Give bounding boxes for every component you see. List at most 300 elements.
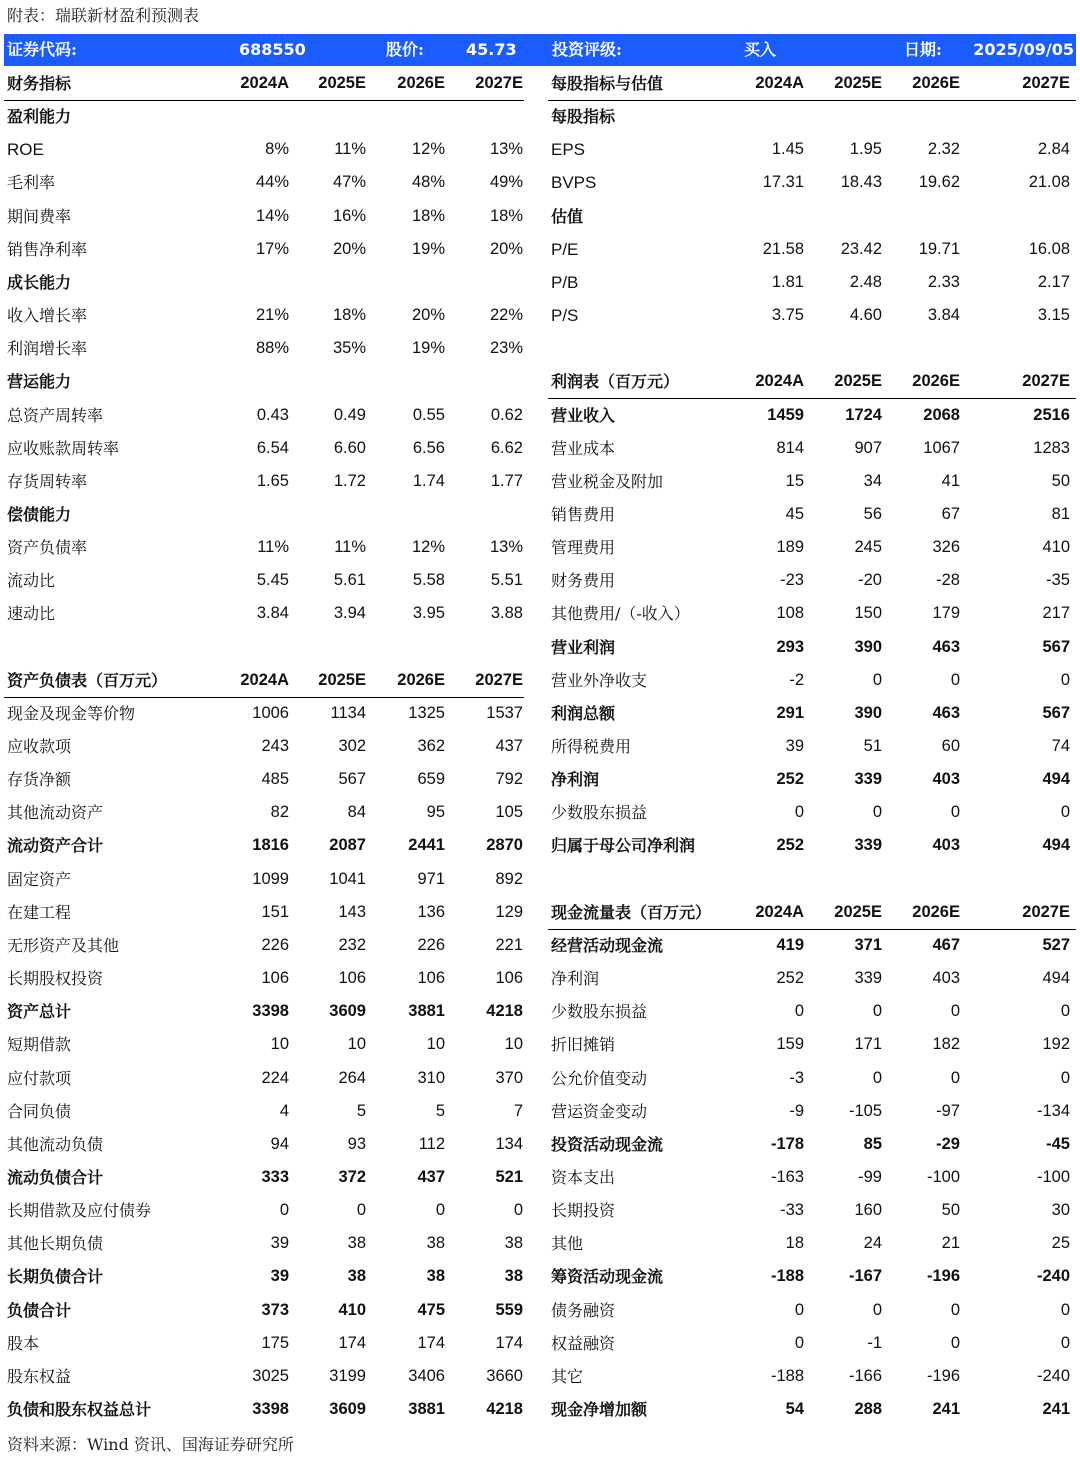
table-row — [4, 233, 524, 266]
value-cell: 6.56 — [412, 438, 445, 457]
value-cell: 907 — [854, 438, 882, 457]
value-cell: 39 — [270, 1234, 289, 1253]
value-cell: 1325 — [408, 703, 445, 722]
value-cell: 0 — [794, 1333, 804, 1352]
value-cell: 3.75 — [771, 306, 804, 325]
table-row — [548, 564, 1076, 597]
column-header-year: 2024A — [240, 74, 289, 92]
value-cell: 0 — [356, 1201, 366, 1220]
table-row — [548, 1128, 1076, 1161]
value-cell: 11% — [334, 538, 366, 557]
row-label: 资产总计 — [7, 1002, 72, 1022]
value-cell: 38 — [347, 1267, 366, 1286]
table-row — [4, 399, 524, 432]
row-label: 销售净利率 — [7, 239, 88, 259]
table-row — [4, 1028, 524, 1061]
row-label: 股东权益 — [7, 1366, 72, 1386]
column-header-year: 2027E — [475, 670, 523, 689]
table-row — [548, 1062, 1076, 1095]
value-cell: 326 — [932, 538, 960, 557]
value-cell: 19% — [411, 239, 445, 258]
value-cell: 372 — [338, 1167, 366, 1186]
table-row — [4, 1194, 524, 1227]
value-cell: 3881 — [408, 1400, 445, 1418]
column-header-year: 2027E — [1022, 74, 1070, 92]
row-label: 营运资金变动 — [551, 1101, 648, 1121]
column-header-label: 资产负债表（百万元） — [7, 670, 168, 690]
row-label: P/S — [551, 306, 579, 326]
row-label: 长期投资 — [551, 1201, 616, 1221]
table-row — [4, 465, 524, 498]
row-label: 公允价值变动 — [551, 1068, 648, 1088]
table-header-row — [548, 896, 1076, 930]
row-label: 销售费用 — [551, 504, 616, 524]
value-cell: 370 — [495, 1068, 523, 1087]
row-label: 流动比 — [7, 571, 56, 591]
value-cell: 143 — [338, 902, 366, 921]
value-cell: 371 — [854, 935, 882, 954]
table-row — [4, 332, 524, 365]
table-row — [4, 995, 524, 1028]
table-row — [548, 796, 1076, 829]
value-cell: 0 — [950, 803, 960, 822]
value-cell: -166 — [848, 1366, 882, 1385]
row-label: 归属于母公司净利润 — [551, 836, 696, 856]
value-cell: 17% — [255, 239, 289, 258]
row-label: 债务融资 — [551, 1300, 616, 1320]
value-cell: -97 — [936, 1101, 960, 1120]
table-row — [4, 1327, 524, 1360]
value-cell: -167 — [848, 1267, 882, 1286]
column-header-year: 2026E — [912, 74, 960, 92]
row-label: 估值 — [551, 206, 584, 226]
value-cell: 0 — [1060, 1333, 1070, 1352]
value-cell: 160 — [854, 1201, 882, 1220]
column-header-year: 2027E — [1022, 372, 1070, 391]
value-cell: 12% — [411, 538, 445, 557]
value-cell: -240 — [1036, 1267, 1070, 1286]
value-cell: 241 — [932, 1400, 960, 1418]
value-cell: 20% — [489, 239, 523, 258]
value-cell: 30 — [1051, 1201, 1070, 1220]
value-cell: 82 — [270, 803, 289, 822]
value-cell: 339 — [854, 770, 882, 789]
value-cell: 0 — [794, 1002, 804, 1021]
value-cell: 0 — [872, 1068, 882, 1087]
row-label: 长期股权投资 — [7, 969, 104, 989]
value-cell: -2 — [789, 670, 804, 689]
table-row — [4, 432, 524, 465]
value-cell: 494 — [1042, 836, 1070, 855]
value-cell: 3.94 — [333, 604, 366, 623]
spacer-row — [4, 631, 524, 664]
value-cell: 34 — [863, 471, 882, 490]
value-cell: 22% — [489, 306, 523, 325]
value-cell: -196 — [926, 1366, 960, 1385]
value-cell: 475 — [417, 1300, 445, 1319]
value-cell: -45 — [1046, 1134, 1070, 1153]
value-cell: 403 — [932, 770, 960, 789]
value-cell: 5.58 — [412, 571, 445, 590]
value-cell: 232 — [338, 935, 366, 954]
value-cell: 84 — [347, 803, 366, 822]
value-cell: -100 — [1036, 1167, 1070, 1186]
value-cell: 0.49 — [333, 405, 366, 424]
column-header-label: 每股指标与估值 — [551, 74, 664, 93]
row-label: 应付款项 — [7, 1068, 72, 1088]
row-label: 期间费率 — [7, 206, 72, 226]
value-cell: -35 — [1046, 571, 1070, 590]
value-cell: 0 — [1060, 803, 1070, 822]
value-cell: 0 — [794, 803, 804, 822]
value-cell: -9 — [789, 1101, 804, 1120]
row-label: 在建工程 — [7, 902, 72, 922]
value-cell: 3398 — [252, 1400, 289, 1418]
value-cell: 5 — [356, 1101, 366, 1120]
value-cell: 50 — [941, 1201, 960, 1220]
source-note: 资料来源：Wind 资讯、国海证券研究所 — [7, 1435, 294, 1454]
table-row — [548, 299, 1076, 332]
value-cell: 659 — [417, 770, 445, 789]
value-cell: 23.42 — [840, 239, 882, 258]
column-header-year: 2027E — [1022, 902, 1070, 921]
table-row — [548, 631, 1076, 664]
table-row — [4, 166, 524, 199]
value-cell: 8% — [265, 140, 289, 159]
rating-value: 买入 — [744, 40, 777, 59]
value-cell: -178 — [770, 1134, 804, 1153]
column-header-label: 现金流量表（百万元） — [551, 902, 712, 922]
stock-code-value: 688550 — [239, 40, 306, 59]
table-row — [548, 133, 1076, 166]
value-cell: 3199 — [329, 1366, 366, 1385]
value-cell: 291 — [776, 703, 804, 722]
value-cell: 264 — [338, 1068, 366, 1087]
date-value: 2025/09/05 — [973, 40, 1074, 59]
row-label: 无形资产及其他 — [7, 935, 120, 955]
page-title: 附表：瑞联新材盈利预测表 — [7, 6, 200, 25]
row-label: EPS — [551, 140, 586, 160]
value-cell: 1.77 — [490, 471, 523, 490]
value-cell: -23 — [780, 571, 804, 590]
column-header-year: 2024A — [755, 372, 804, 391]
value-cell: 0 — [872, 1300, 882, 1319]
column-header-label: 财务指标 — [7, 74, 72, 93]
value-cell: 971 — [417, 869, 445, 888]
value-cell: -99 — [858, 1167, 882, 1186]
value-cell: 302 — [338, 737, 366, 755]
row-label: 其他费用/（-收入） — [551, 604, 690, 624]
row-label: 流动负债合计 — [7, 1167, 104, 1187]
table-row — [548, 763, 1076, 796]
value-cell: 463 — [932, 637, 960, 656]
value-cell: 60 — [941, 737, 960, 755]
row-label: 营业收入 — [551, 405, 616, 425]
value-cell: 171 — [854, 1035, 882, 1054]
value-cell: 35% — [332, 339, 366, 358]
table-row — [548, 664, 1076, 697]
value-cell: 41 — [941, 471, 960, 490]
value-cell: 179 — [932, 604, 960, 623]
row-label: 合同负债 — [7, 1101, 72, 1121]
row-label: 负债和股东权益总计 — [7, 1400, 152, 1419]
value-cell: -163 — [770, 1167, 804, 1186]
value-cell: -100 — [926, 1167, 960, 1186]
value-cell: 16% — [332, 206, 366, 225]
table-row — [4, 796, 524, 829]
value-cell: 527 — [1042, 935, 1070, 954]
value-cell: 15 — [785, 471, 804, 490]
value-cell: 1067 — [923, 438, 960, 457]
value-cell: 21% — [255, 306, 289, 325]
value-cell: 252 — [776, 836, 804, 855]
value-cell: 45 — [785, 504, 804, 523]
value-cell: 174 — [338, 1333, 366, 1352]
value-cell: 792 — [495, 770, 523, 789]
value-cell: 136 — [417, 902, 445, 921]
value-cell: -33 — [780, 1201, 804, 1220]
row-label: 少数股东损益 — [551, 1002, 648, 1022]
value-cell: 339 — [854, 836, 882, 855]
row-label: P/B — [551, 272, 579, 292]
row-label: 营业成本 — [551, 438, 616, 458]
value-cell: 390 — [854, 703, 882, 722]
row-label: 营业外净收支 — [551, 670, 648, 690]
table-row — [4, 929, 524, 962]
value-cell: 3609 — [329, 1400, 366, 1418]
row-label: 筹资活动现金流 — [551, 1267, 664, 1287]
value-cell: 0 — [872, 1002, 882, 1021]
table-row — [548, 1028, 1076, 1061]
stock-price-value: 45.73 — [466, 40, 517, 59]
value-cell: 1.81 — [771, 272, 804, 291]
value-cell: 23% — [489, 339, 523, 358]
table-row — [548, 730, 1076, 763]
column-header-label: 利润表（百万元） — [551, 372, 680, 392]
table-row — [4, 1161, 524, 1194]
value-cell: 108 — [776, 604, 804, 623]
value-cell: 252 — [776, 969, 804, 988]
row-label: 流动资产合计 — [7, 836, 104, 856]
value-cell: 3.15 — [1037, 306, 1070, 325]
value-cell: 0 — [950, 1068, 960, 1087]
value-cell: 11% — [257, 538, 289, 557]
value-cell: 134 — [495, 1134, 523, 1153]
table-row — [548, 1194, 1076, 1227]
row-label: 其他流动负债 — [7, 1134, 104, 1154]
value-cell: 19% — [411, 339, 445, 358]
row-label: 其他长期负债 — [7, 1234, 104, 1254]
value-cell: 0 — [1060, 1300, 1070, 1319]
value-cell: 1041 — [329, 869, 366, 888]
value-cell: 48% — [411, 173, 445, 192]
value-cell: 333 — [261, 1167, 289, 1186]
value-cell: 5.51 — [490, 571, 523, 590]
table-row — [548, 962, 1076, 995]
column-header-year: 2025E — [834, 74, 882, 92]
value-cell: 521 — [495, 1167, 523, 1186]
stock-code-label: 证券代码: — [7, 40, 77, 59]
value-cell: 7 — [513, 1101, 523, 1120]
value-cell: 4 — [279, 1101, 289, 1120]
table-row — [4, 763, 524, 796]
table-row — [548, 1327, 1076, 1360]
value-cell: 419 — [776, 935, 804, 954]
value-cell: 1816 — [252, 836, 289, 855]
value-cell: -20 — [858, 571, 882, 590]
table-row — [548, 1393, 1076, 1426]
row-label: 营业利润 — [551, 637, 616, 657]
row-label: 利润增长率 — [7, 339, 88, 359]
value-cell: 38 — [347, 1234, 366, 1253]
row-label: 股本 — [7, 1333, 40, 1353]
row-label: 长期负债合计 — [7, 1267, 104, 1287]
value-cell: 0 — [872, 803, 882, 822]
value-cell: 293 — [776, 637, 804, 656]
value-cell: 437 — [495, 737, 523, 755]
value-cell: 1537 — [486, 703, 523, 722]
value-cell: 19.62 — [918, 173, 960, 192]
table-row — [548, 1095, 1076, 1128]
value-cell: 243 — [261, 737, 289, 755]
value-cell: 11% — [334, 140, 366, 159]
value-cell: -105 — [848, 1101, 882, 1120]
table-row — [548, 399, 1076, 432]
value-cell: 226 — [417, 935, 445, 954]
row-label: 毛利率 — [7, 173, 56, 193]
value-cell: 88% — [255, 339, 289, 358]
value-cell: 10 — [504, 1035, 523, 1054]
value-cell: 567 — [1042, 637, 1070, 656]
value-cell: 0 — [1060, 670, 1070, 689]
value-cell: 2.84 — [1037, 140, 1070, 159]
value-cell: 241 — [1042, 1400, 1070, 1418]
value-cell: 10 — [347, 1035, 366, 1054]
value-cell: 288 — [854, 1400, 882, 1418]
value-cell: 814 — [776, 438, 804, 457]
value-cell: 0 — [279, 1201, 289, 1220]
value-cell: 0 — [513, 1201, 523, 1220]
table-header-row — [4, 664, 524, 698]
value-cell: 3398 — [252, 1002, 289, 1021]
value-cell: 362 — [417, 737, 445, 755]
value-cell: 3609 — [329, 1002, 366, 1021]
date-label: 日期: — [904, 40, 942, 59]
value-cell: 106 — [495, 969, 523, 988]
value-cell: 467 — [932, 935, 960, 954]
value-cell: 20% — [332, 239, 366, 258]
value-cell: -29 — [936, 1134, 960, 1153]
row-label: 应收款项 — [7, 737, 72, 756]
value-cell: 403 — [932, 969, 960, 988]
section-heading-row — [4, 100, 524, 133]
section-heading-row — [4, 365, 524, 398]
value-cell: 38 — [426, 1267, 445, 1286]
table-row — [4, 829, 524, 862]
value-cell: 1134 — [330, 703, 366, 722]
value-cell: 3.88 — [490, 604, 523, 623]
table-row — [4, 1393, 524, 1426]
value-cell: 192 — [1042, 1035, 1070, 1054]
value-cell: 189 — [776, 538, 804, 557]
table-row — [548, 995, 1076, 1028]
value-cell: 1.72 — [333, 471, 366, 490]
column-header-year: 2025E — [834, 372, 882, 391]
value-cell: 310 — [417, 1068, 445, 1087]
row-label: 成长能力 — [7, 272, 72, 292]
row-label: 现金及现金等价物 — [7, 703, 136, 723]
table-row — [548, 432, 1076, 465]
value-cell: 67 — [941, 504, 960, 523]
value-cell: 0 — [950, 1333, 960, 1352]
value-cell: 0 — [1060, 1002, 1070, 1021]
table-row — [4, 962, 524, 995]
table-row — [4, 597, 524, 630]
value-cell: 4218 — [486, 1400, 523, 1418]
value-cell: 85 — [863, 1134, 882, 1153]
value-cell: 0 — [1060, 1068, 1070, 1087]
row-label: 其它 — [551, 1366, 584, 1386]
value-cell: 245 — [854, 538, 882, 557]
value-cell: -188 — [770, 1366, 804, 1385]
spacer-row — [548, 332, 1076, 365]
row-label: 负债合计 — [7, 1300, 72, 1320]
value-cell: 2.33 — [927, 272, 960, 291]
value-cell: 2516 — [1033, 405, 1070, 424]
value-cell: 18% — [332, 306, 366, 325]
row-label: BVPS — [551, 173, 597, 193]
value-cell: 224 — [261, 1068, 289, 1087]
value-cell: 18.43 — [840, 173, 882, 192]
value-cell: 226 — [261, 935, 289, 954]
value-cell: 0 — [794, 1300, 804, 1319]
table-row — [548, 597, 1076, 630]
value-cell: 2068 — [923, 405, 960, 424]
value-cell: 0 — [950, 670, 960, 689]
table-row — [548, 266, 1076, 299]
value-cell: 3660 — [486, 1366, 523, 1385]
value-cell: 217 — [1042, 604, 1070, 623]
column-header-year: 2026E — [397, 74, 445, 92]
table-row — [548, 929, 1076, 962]
value-cell: 12% — [411, 140, 445, 159]
table-row — [548, 498, 1076, 531]
value-cell: 21 — [941, 1234, 960, 1253]
value-cell: 175 — [261, 1333, 289, 1352]
value-cell: 2441 — [408, 836, 445, 855]
value-cell: 5 — [435, 1101, 445, 1120]
value-cell: 373 — [261, 1300, 289, 1319]
value-cell: 16.08 — [1028, 239, 1070, 258]
table-row — [4, 697, 524, 730]
value-cell: 24 — [863, 1234, 882, 1253]
value-cell: 18 — [785, 1234, 804, 1253]
value-cell: 567 — [1042, 703, 1070, 722]
value-cell: 174 — [495, 1333, 523, 1352]
value-cell: 3406 — [408, 1366, 445, 1385]
row-label: 净利润 — [551, 969, 600, 989]
value-cell: 1006 — [252, 703, 289, 722]
value-cell: 4218 — [486, 1002, 523, 1021]
value-cell: 150 — [854, 604, 882, 623]
value-cell: 0 — [435, 1201, 445, 1220]
table-row — [4, 299, 524, 332]
value-cell: 6.60 — [333, 438, 366, 457]
column-header-year: 2026E — [912, 902, 960, 921]
value-cell: 95 — [426, 803, 445, 822]
section-heading-row — [548, 200, 1076, 233]
value-cell: 403 — [932, 836, 960, 855]
